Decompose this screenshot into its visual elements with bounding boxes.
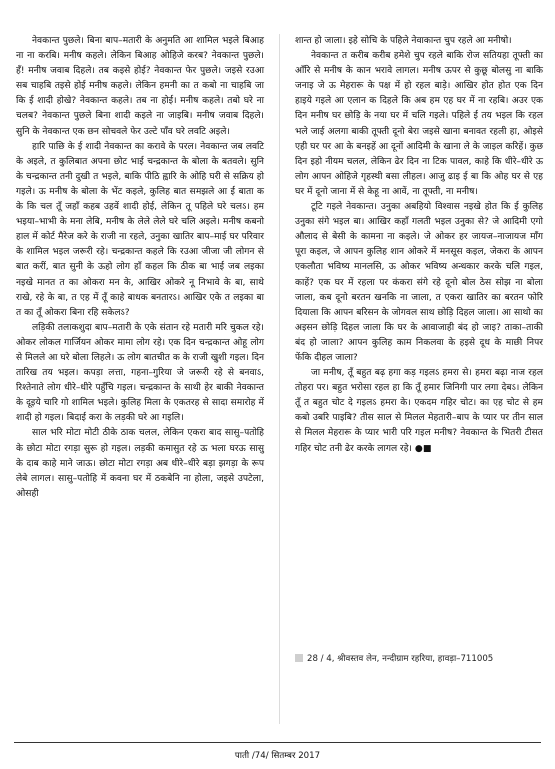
paragraph: शान्त हो जाला। इहे सोचि के पहिले नेवाकान्त चुप रहले आ मनीषो। [295,36,512,46]
square-bullet-icon [295,654,303,662]
column-divider [279,34,280,724]
right-column [295,34,543,457]
paragraph: टूटि गइले नेवकान्त। उनुका अबहियो विश्वास नइखे होत कि ई कुलिह उनुका संगे भइल बा। आखिर कहाँ गलती भइल उनुका से? जे आदिमी एगो औलाद से बेसी के कामना ना कइले। जे ओकर हर जायज–नाजायज माँग पूरा कइल, जे आपन कुलिह शान ओकरे में मनसूस कइल, जेकरा के आपन एकलौता भविष्य मानलसि, ऊ ओकर भविष्य अन्धकार करके चलि गइल, काहें? एक घर में रहला पर कंकरा संगे रहे दूनो बोल ठेस सोझ ना बोला जाला, कब दूनो बरतन खनकि ना जाला, त एकरा खातिर का बरतन फोरि दियाला कि आपन बरिसन के जोगवल साथ छोड़ि दिहल जाला। आ साथो का अइसन छोड़ि दिहल जाला कि घर के आवाजाही बंद हो जाइ? ताका–ताकी बंद हो जाला? आपन कुलिह काम निकलवा के हइसे दूध के माछी निपर फेंकि दीहल जाला? [295,202,543,363]
footer-rule [14,742,541,743]
paragraph: नेवकान्त पुछले। बिना बाप–मतारी के अनुमति आ शामिल भइले बिआह ना ना करबि। मनीष कहले। लेकिन बिआह ओहिजे करब? नेवकान्त पुछले। हँ! मनीष जवाब दिहले। तब कइसे होई? नेवकान्त फेर पुछले। जइसे रउआ सब चाहबि तइसे होई मनीष कहले। लेकिन हमनी का त कबो ना चाहबि जा कि ई शादी होखे? नेवकान्त कहले। तब ना होई। मनीष कहले। तबो घरे ना चलब? नेवकान्त पुछले बिना शादी कइले ना जाइबि। मनीष जवाब दिहले। सुनि के नेवकान्त एक छन सोचवले फेर उल्टे पाँव घरे लवटि अइले। [16,36,264,137]
paragraph: नेवकान्त त करीब करीब हमेशे चुप रहले बाकि रोज सतियहा तूफ्ती का आँरि से मनीष के कान भरावे लागल। मनीष ऊपर से कुछू बोलसु ना बाकि जनाइ जे ऊ मेहरारू के पक्ष में हो रहल बाड़े। आखिर होत होत एक दिन हाइये गइले आ एलान क दिहले कि अब हम एह घर में ना रहबि। अउर एक दिन मनीष घर छोड़ि के नया घर में चलि गइले। पहिले ई तय भइल कि रहल भले जाई अलगा बाकी तूफ्ती दूनो बेरा जइसे खाना बनावत रहली हा, ओइसे एही घर पर आ के बनइहें आ दूनों आदिमी के खाना ले के जाइल करिहें। कुछ दिन इहो नीयम चलल, लेकिन ढेर दिन ना टिक पावल, काहे कि धीरे–धीरे ऊ लोग आपन ओहिजे गृहस्थी बसा लीहल। आजु ढाइ ई बा कि ओह घर से एह घर में दूनो जाना में से केहू ना आवें, ना तूफ्ती, ना मनीष। [295,51,543,197]
end-mark: ●■ [414,443,432,454]
paragraph: लड़िकी तलाकशुदा बाप–मतारी के एके संतान रहे मतारी मरि चुकल रहे। ओकर लोकल गार्जियन ओकर मामा लोग रहे। एक दिन चन्द्रकान्त ओहू लोग से मिलले आ घरे बोला लिहले। ऊ लोग बातचीत क के राजी खुशी गइल। दिन तारिख तय भइल। कपड़ा लत्ता, गहना–गुरिया जे जरूरी रहे से बनवाऽ, रिश्तेनाते लोग धीरे–धीरे पहुँचि गइल। चन्द्रकान्त के साथी हेर बाकी नेवकान्त के दूइये चारि गो शामिल भइले। कुलिह मिला के एकतरह से सादा समारोह में शादी हो गइल। बिदाई करा के लड़की घरे आ गइलि। [16,322,264,424]
author-address [295,653,545,665]
left-column [16,34,264,502]
paragraph: साल भरि मोटा मोटी ठीके ठाक चलल, लेकिन एकरा बाद सासु–पतोहि के छोटा मोटा रगड़ा सुरू हो गइल। लड़की कमासुत रहे ऊ भला घरऊ सासु के दाब काहे माने जाऊ। छोटा मोटा रगड़ा अब धीरे–धीरे बड़ा झगड़ा के रूप लेबे लागल। सासु–पतोहि में कवना घर में ठकबेनि ना होला, जइसे उपटेला, ओसही [16,428,264,499]
paragraph-text: जा मनीष, तूँ बहुत बढ़ हगा कड़ गइलऽ हमरा से। हमरा बढ़ा नाज रहल तोहरा पर। बहुत भरोसा रहल हा कि तूँ हमार जिनिगी पार लगा देबऽ। लेकिन तूँ त बहुत चोट दे गइलऽ हमरा के। एकदम गहिर चोट। का एह चोट से हम कबो उबरि पाइबि? तीस साल से मिलल मेहतारी–बाप के प्यार पर तीन साल से मिलल मेहरारू के प्यार भारी परि गइल मनीष? नेवकान्त के भितरी टीसत गहिर चोट तनी ढेर करके लागल रहे। [295,368,543,454]
address-text: 28 / 4, श्रीवस्तव लेन, नन्दीग्राम रहरिया, हावड़ा–711005 [307,654,494,664]
paragraph [295,366,543,457]
page-footer: पाती /74/ सितम्बर 2017 [234,751,321,761]
paragraph: हारि पाछि के ई शादी नेवकान्त का करावे के परल। नेवकान्त जब लवटि के अइले, त कुलिबात अपना छोट भाई चन्द्रकान्त के बोला के बतवले। सुनि के चन्द्रकान्त तनी दुखी त भइले, बाकि पीठि ह्वारि के ओहि घरी से सक्रिय हो गइले। ऊ मनीष के बोला के भेंट कइले, कुलिह बात समझले आ ई बाता क के कि चल तूँ जहाँ कहब उहवें शादी होई, लेकिन तू पहिले घरे चलऽ। हम भइया–भाभी के मना लेबि, मनीष के लेले लेले घरे चलि अइले। मनीष कबनो हाल में कोर्ट मैरेज करे के राजी ना रहले, उनुका खातिर बाप–माई घर परिवार के शामिल भइल जरूरी रहे। चन्द्रकान्त कहले कि रउआ जीजा जी लोगन से बात करीं, बात सुनी के ऊहो लोग हाँ कहल कि ठीक बा भाई जब लइका नइखे मानत त का ओकरा मन के, आखिर ओकरे नू निभावे के बा, साथे राखे, रहे के बा, त एह में तूँ काहे बाधक बनतारऽ। आखिर एके त लइका बा त का तूँ ओकरा बिना रहि सकेलऽ? [16,141,264,318]
